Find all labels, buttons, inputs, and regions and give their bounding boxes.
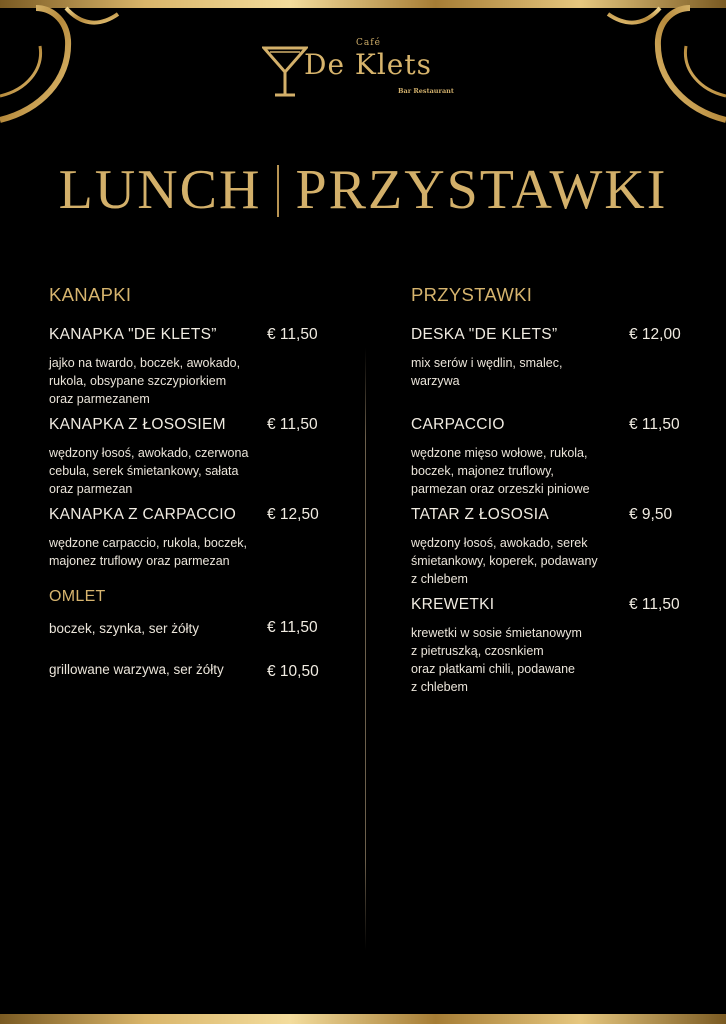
logo-name: De Klets	[304, 48, 432, 81]
column-divider	[365, 348, 366, 950]
left-corner-swirl	[0, 0, 130, 130]
menu-item-price: € 9,50	[629, 506, 673, 523]
menu-item-price: € 12,50	[267, 506, 319, 523]
page-title	[0, 158, 726, 222]
menu-item-description: wędzone mięso wołowe, rukola, boczek, majonez truflowy, parmezan oraz orzeszki piniowe	[411, 446, 590, 496]
menu-item-price: € 12,00	[629, 326, 681, 343]
menu-item-name: TATAR Z ŁOSOSIA	[411, 506, 549, 523]
title-przystawki: PRZYSTAWKI	[295, 159, 668, 221]
omlet-item-name: boczek, szynka, ser żółty	[49, 621, 200, 636]
menu-item-name: CARPACCIO	[411, 416, 505, 433]
bottom-gold-border	[0, 1014, 726, 1024]
menu-item-name: DESKA "DE KLETS”	[411, 326, 558, 343]
menu-item-name: KANAPKA Z ŁOSOSIEM	[49, 416, 226, 433]
menu-item-price: € 11,50	[629, 416, 680, 433]
logo-cafe-text: Café	[356, 38, 381, 48]
menu-item-description: krewetki w sosie śmietanowym z pietruszką, czosnkiem oraz płatkami chili, podawane z chlebem	[411, 626, 582, 694]
menu-item-description: mix serów i wędlin, smalec, warzywa	[411, 356, 563, 388]
section-header-omlet: OMLET	[49, 588, 106, 605]
omlet-item-price: € 11,50	[267, 619, 318, 636]
omlet-item-price: € 10,50	[267, 663, 319, 680]
martini-glass-icon	[262, 44, 308, 98]
logo-tagline: Bar Restaurant	[398, 87, 454, 95]
section-header-kanapki: KANAPKI	[49, 284, 132, 305]
menu-item-name: KANAPKA "DE KLETS”	[49, 326, 217, 343]
menu-item-name: KANAPKA Z CARPACCIO	[49, 506, 237, 523]
menu-item-price: € 11,50	[629, 596, 680, 613]
menu-item-price: € 11,50	[267, 326, 318, 343]
menu-item-price: € 11,50	[267, 416, 318, 433]
title-separator	[277, 165, 279, 217]
title-lunch: LUNCH	[58, 159, 262, 221]
cafe-logo	[262, 38, 472, 102]
omlet-item-name: grillowane warzywa, ser żółty	[49, 662, 224, 677]
menu-item-description: wędzony łosoś, awokado, czerwona cebula, serek śmietankowy, sałata oraz parmezan	[49, 446, 249, 496]
section-header-przystawki: PRZYSTAWKI	[411, 284, 533, 305]
menu-item-description: wędzone carpaccio, rukola, boczek, majonez truflowy oraz parmezan	[49, 536, 248, 568]
right-corner-swirl	[596, 0, 726, 130]
menu-item-description: wędzony łosoś, awokado, serek śmietankowy, koperek, podawany z chlebem	[411, 536, 598, 586]
menu-item-name: KREWETKI	[411, 596, 495, 613]
menu-item-description: jajko na twardo, boczek, awokado, rukola, obsypane szczypiorkiem oraz parmezanem	[49, 356, 241, 406]
